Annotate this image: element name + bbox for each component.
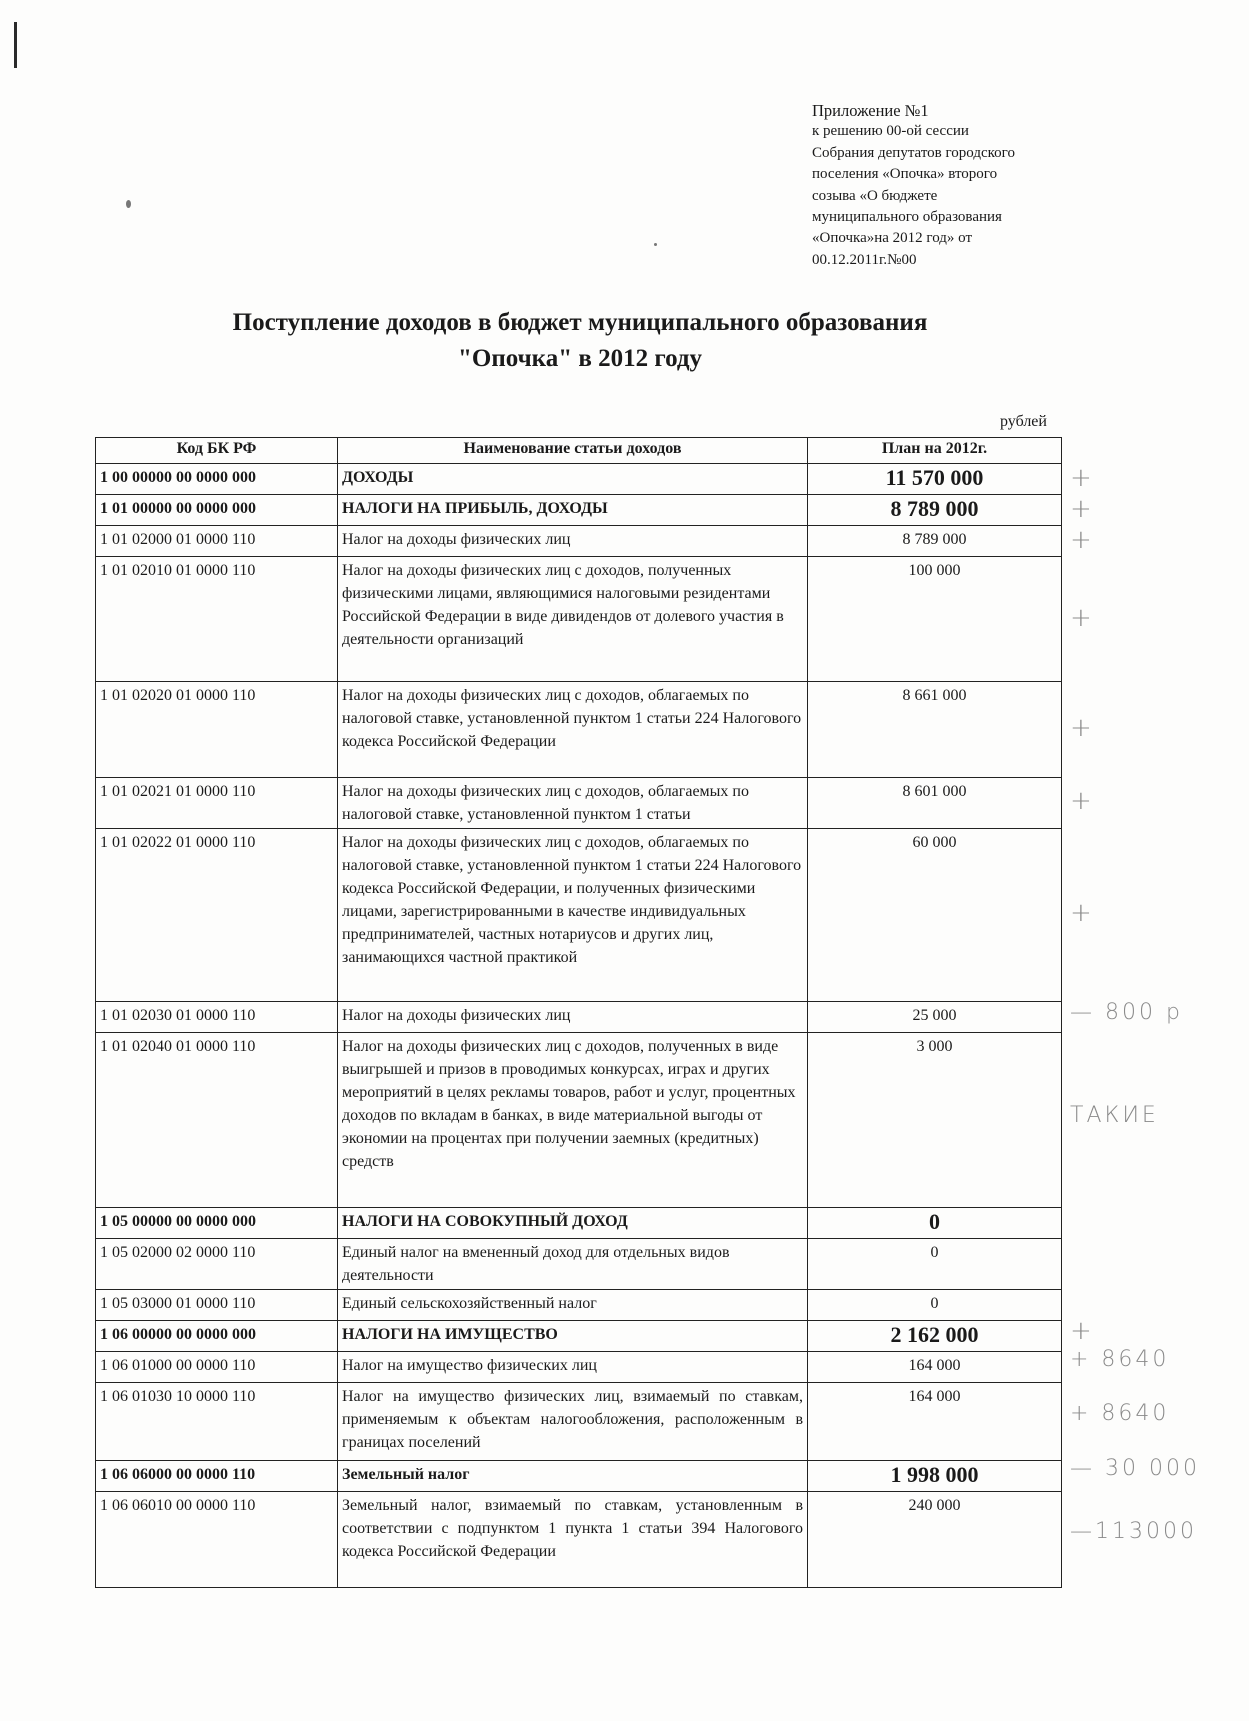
revenue-table (95, 437, 1062, 1588)
appendix-line: 00.12.2011г.№00 (812, 251, 917, 268)
appendix-line: муниципального образования (812, 209, 1002, 226)
handwritten-note: — 800 р (1070, 999, 1183, 1025)
title-line-2: "Опочка" в 2012 году (458, 345, 702, 372)
table-row (96, 1033, 1062, 1208)
row-amount: 11 570 000 (808, 464, 1062, 495)
row-name: Налог на имущество физических лиц (338, 1352, 808, 1383)
row-amount: 2 162 000 (808, 1321, 1062, 1352)
table-row (96, 1208, 1062, 1239)
handwritten-note: + (1070, 462, 1092, 493)
handwritten-note: + (1070, 786, 1092, 816)
handwritten-note: + 8640 (1070, 1346, 1170, 1372)
row-name: Налог на доходы физических лиц с доходов, полученных в виде выигрышей и призов в проводимых конкурсах, играх и других мероприятий в целях рекламы товаров, работ и услуг, процентных доходов по вкладам в банках, в виде материальной выгоды от экономии на процентах при получении заемных (кредитных) средств (338, 1033, 808, 1208)
row-code: 1 05 02000 02 0000 110 (96, 1239, 338, 1290)
row-amount: 8 789 000 (808, 495, 1062, 526)
appendix-note (812, 100, 1072, 271)
table-header-row (96, 438, 1062, 464)
row-name: Земельный налог (338, 1461, 808, 1492)
header-code: Код БК РФ (96, 438, 338, 464)
row-name: Налог на доходы физических лиц (338, 1002, 808, 1033)
row-code: 1 00 00000 00 0000 000 (96, 464, 338, 495)
handwritten-note: + (1070, 713, 1092, 743)
row-name: НАЛОГИ НА ИМУЩЕСТВО (338, 1321, 808, 1352)
row-code: 1 01 02000 01 0000 110 (96, 526, 338, 557)
row-amount: 240 000 (808, 1492, 1062, 1588)
table-row (96, 464, 1062, 495)
table-row (96, 1239, 1062, 1290)
row-name: Единый налог на вмененный доход для отдельных видов деятельности (338, 1239, 808, 1290)
table-row (96, 829, 1062, 1002)
row-amount: 60 000 (808, 829, 1062, 1002)
handwritten-note: — 30 000 (1070, 1455, 1200, 1481)
handwritten-note: ТАКИЕ (1070, 1102, 1159, 1128)
row-amount: 164 000 (808, 1352, 1062, 1383)
table-row (96, 526, 1062, 557)
handwritten-note: + (1070, 602, 1092, 633)
row-name: НАЛОГИ НА СОВОКУПНЫЙ ДОХОД (338, 1208, 808, 1239)
row-amount: 8 661 000 (808, 682, 1062, 778)
row-code: 1 01 02021 01 0000 110 (96, 778, 338, 829)
document-title (95, 305, 1065, 377)
scan-margin-mark (14, 22, 17, 68)
row-name: Налог на доходы физических лиц с доходов, облагаемых по налоговой ставке, установленной пунктом 1 статьи 224 Налогового кодекса Российской Федерации (338, 682, 808, 778)
row-code: 1 01 02022 01 0000 110 (96, 829, 338, 1002)
table-row (96, 1461, 1062, 1492)
scan-speck (654, 243, 657, 246)
handwritten-note: + 8640 (1070, 1401, 1170, 1426)
row-code: 1 01 02030 01 0000 110 (96, 1002, 338, 1033)
table-row (96, 1321, 1062, 1352)
row-amount: 25 000 (808, 1002, 1062, 1033)
row-code: 1 05 00000 00 0000 000 (96, 1208, 338, 1239)
row-amount: 0 (808, 1239, 1062, 1290)
scan-speck (126, 200, 131, 208)
row-amount: 8 601 000 (808, 778, 1062, 829)
row-name: Налог на доходы физических лиц с доходов, облагаемых по налоговой ставке, установленной пунктом 1 статьи 224 Налогового кодекса Российской Федерации, и полученных физическими лицами, зарегистрированными в качестве индивидуальных предпринимателей, частных нотариусов и других лиц, занимающихся частной практикой (338, 829, 808, 1002)
handwritten-note: —113000 (1070, 1519, 1197, 1544)
row-name: ДОХОДЫ (338, 464, 808, 495)
title-line-1: Поступление доходов в бюджет муниципального образования (232, 309, 928, 336)
row-name: Налог на доходы физических лиц с доходов, полученных физическими лицами, являющимися налоговыми резидентами Российской Федерации в виде дивидендов от долевого участия в деятельности организаций (338, 557, 808, 682)
row-code: 1 01 02020 01 0000 110 (96, 682, 338, 778)
appendix-line: созыва «О бюджете (812, 187, 938, 204)
handwritten-note: + (1070, 493, 1092, 524)
row-name: Земельный налог, взимаемый по ставкам, установленным в соответствии с подпунктом 1 пункта 1 статьи 394 Налогового кодекса Российской Федерации (338, 1492, 808, 1588)
row-name: Налог на имущество физических лиц, взимаемый по ставкам, применяемым к объектам налогообложения, расположенным в границах поселений (338, 1383, 808, 1461)
appendix-line: поселения «Опочка» второго (812, 166, 998, 183)
table-row (96, 1492, 1062, 1588)
appendix-line: к решению 00-ой сессии (812, 123, 969, 140)
row-amount: 3 000 (808, 1033, 1062, 1208)
header-name: Наименование статьи доходов (338, 438, 808, 464)
row-code: 1 06 01030 10 0000 110 (96, 1383, 338, 1461)
handwritten-note: + (1070, 897, 1092, 928)
table-row (96, 495, 1062, 526)
table-row (96, 1002, 1062, 1033)
table-row (96, 557, 1062, 682)
table-row (96, 778, 1062, 829)
handwritten-note: + (1070, 524, 1092, 555)
row-code: 1 06 06010 00 0000 110 (96, 1492, 338, 1588)
row-amount: 1 998 000 (808, 1461, 1062, 1492)
header-plan: План на 2012г. (808, 438, 1062, 464)
row-code: 1 06 01000 00 0000 110 (96, 1352, 338, 1383)
row-code: 1 06 00000 00 0000 000 (96, 1321, 338, 1352)
table-row (96, 1290, 1062, 1321)
appendix-line: Собрания депутатов городского (812, 144, 1015, 161)
row-amount: 100 000 (808, 557, 1062, 682)
row-name: НАЛОГИ НА ПРИБЫЛЬ, ДОХОДЫ (338, 495, 808, 526)
row-code: 1 05 03000 01 0000 110 (96, 1290, 338, 1321)
row-name: Налог на доходы физических лиц (338, 526, 808, 557)
table-row (96, 1352, 1062, 1383)
row-amount: 164 000 (808, 1383, 1062, 1461)
handwritten-note: + (1070, 1315, 1092, 1346)
row-code: 1 06 06000 00 0000 110 (96, 1461, 338, 1492)
row-name: Налог на доходы физических лиц с доходов, облагаемых по налоговой ставке, установленной пунктом 1 статьи (338, 778, 808, 829)
table-row (96, 682, 1062, 778)
row-code: 1 01 02010 01 0000 110 (96, 557, 338, 682)
row-code: 1 01 00000 00 0000 000 (96, 495, 338, 526)
table-row (96, 1383, 1062, 1461)
row-amount: 0 (808, 1290, 1062, 1321)
unit-label: рублей (1000, 413, 1047, 430)
row-amount: 8 789 000 (808, 526, 1062, 557)
row-name: Единый сельскохозяйственный налог (338, 1290, 808, 1321)
row-amount: 0 (808, 1208, 1062, 1239)
appendix-line: «Опочка»на 2012 год» от (812, 230, 973, 247)
row-code: 1 01 02040 01 0000 110 (96, 1033, 338, 1208)
appendix-line: Приложение №1 (812, 101, 929, 120)
